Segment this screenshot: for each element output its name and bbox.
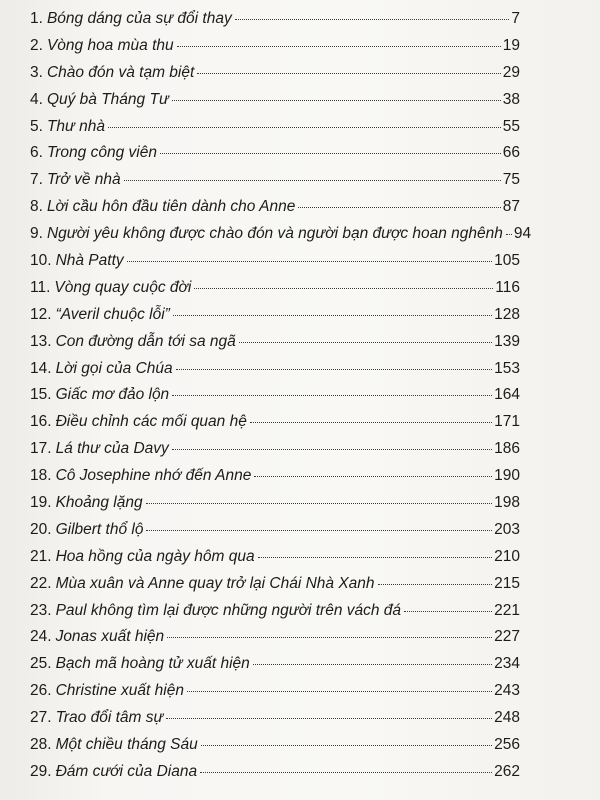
toc-entry-number: 6. [30, 144, 43, 162]
dot-leader [200, 772, 492, 773]
toc-entry-title: Mùa xuân và Anne quay trở lại Chái Nhà Xanh [55, 574, 375, 592]
dot-leader [166, 718, 492, 719]
toc-entry-page: 55 [502, 117, 520, 135]
toc-entry-title: Paul không tìm lại được những người trên vách đá [55, 601, 402, 619]
dot-leader [172, 449, 492, 450]
toc-entry-page: 139 [494, 332, 520, 350]
toc-entry [30, 64, 520, 91]
toc-entry-number: 8. [30, 198, 43, 216]
toc-entry-number: 9. [30, 225, 43, 243]
toc-entry [30, 225, 532, 252]
toc-entry-number: 13. [30, 332, 52, 350]
dot-leader [194, 288, 493, 289]
toc-entry-number: 3. [30, 63, 43, 81]
toc-entry-page: 94 [513, 225, 532, 243]
toc-entry [30, 306, 520, 333]
toc-entry-page: 243 [494, 682, 520, 700]
dot-leader [250, 422, 492, 423]
toc-entry-title: Lời cầu hôn đầu tiên dành cho Anne [46, 198, 296, 216]
dot-leader [378, 584, 493, 585]
toc-entry [30, 602, 520, 629]
toc-entry-number: 14. [30, 359, 52, 377]
toc-entry-page: 198 [494, 494, 520, 512]
dot-leader [124, 180, 501, 181]
toc-entry [30, 360, 520, 387]
toc-entry [30, 171, 520, 198]
toc-entry-title: Nhà Patty [55, 252, 124, 270]
toc-entry-title: Vòng hoa mùa thu [46, 36, 174, 54]
toc-entry [30, 628, 520, 655]
toc-entry-number: 1. [30, 10, 43, 27]
toc-entry-number: 27. [30, 709, 52, 727]
toc-entry-title: Quý bà Tháng Tư [46, 90, 169, 108]
toc-entry-page: 210 [494, 547, 520, 565]
dot-leader [167, 637, 492, 638]
toc-entry-title: Con đường dẫn tới sa ngã [55, 332, 236, 350]
toc-entry-number: 24. [30, 628, 52, 646]
toc-entry-page: 66 [502, 144, 520, 162]
toc-entry-page: 116 [495, 278, 520, 296]
toc-entry-page: 7 [511, 10, 520, 27]
toc-entry [30, 386, 520, 413]
toc-entry-number: 23. [30, 601, 52, 619]
toc-entry-page: 186 [494, 440, 520, 458]
toc-entry-title: Lá thư của Davy [55, 440, 169, 458]
toc-entry-title: Khoảng lặng [55, 494, 143, 512]
dot-leader [160, 153, 501, 154]
toc-entry-page: 105 [494, 252, 520, 270]
dot-leader [176, 369, 492, 370]
toc-entry-page: 87 [502, 198, 520, 216]
toc-entry [30, 413, 520, 440]
toc-entry-title: Trở về nhà [46, 171, 121, 189]
toc-entry-number: 17. [30, 440, 52, 458]
toc-entry-title: Trao đổi tâm sự [55, 709, 164, 727]
dot-leader [127, 261, 493, 262]
toc-entry-title: Bạch mã hoàng tử xuất hiện [55, 655, 250, 673]
toc-entry-number: 15. [30, 386, 52, 404]
dot-leader [108, 127, 501, 128]
toc-entry-title: Thư nhà [46, 117, 106, 135]
dot-leader [235, 19, 510, 20]
toc-entry-page: 248 [494, 709, 520, 727]
toc-entry-title: Đám cưới của Diana [55, 762, 198, 780]
dot-leader [197, 73, 500, 74]
toc-entry [30, 144, 520, 171]
toc-entry-number: 12. [30, 305, 52, 323]
dot-leader [172, 100, 501, 101]
toc-entry [30, 575, 520, 602]
dot-leader [187, 691, 492, 692]
dot-leader [239, 342, 492, 343]
toc-entry-title: Christine xuất hiện [55, 682, 184, 700]
dot-leader [172, 395, 492, 396]
toc-entry [30, 467, 520, 494]
dot-leader [146, 530, 492, 531]
toc-entry-page: 203 [494, 520, 520, 538]
dot-leader [298, 207, 500, 208]
toc-entry-page: 153 [494, 359, 520, 377]
toc-entry-page: 221 [494, 601, 520, 619]
toc-entry-title: Jonas xuất hiện [55, 628, 165, 646]
toc-entry-title: Lời gọi của Chúa [55, 359, 173, 377]
toc-entry [30, 709, 520, 736]
toc-entry-page: 215 [494, 574, 520, 592]
toc-entry [30, 91, 520, 118]
toc-entry-title: Chào đón và tạm biệt [46, 63, 195, 81]
toc-entry [30, 763, 520, 790]
toc-entry [30, 252, 520, 279]
toc-entry-number: 22. [30, 574, 52, 592]
toc-entry [30, 10, 520, 37]
toc-entry-page: 256 [494, 736, 520, 754]
toc-entry-number: 5. [30, 117, 43, 135]
dot-leader [201, 745, 492, 746]
toc-entry-page: 262 [494, 762, 520, 780]
toc-entry-page: 190 [494, 467, 520, 485]
toc-entry [30, 333, 520, 360]
toc-entry-title: Vòng quay cuộc đời [54, 278, 192, 296]
toc-entry-page: 38 [502, 90, 520, 108]
toc-entry-page: 19 [502, 36, 520, 54]
toc-entry-title: Một chiều tháng Sáu [55, 736, 198, 754]
toc-entry-title: Cô Josephine nhớ đến Anne [55, 467, 252, 485]
toc-entry-title: “Averil chuộc lỗi” [55, 305, 170, 323]
toc-entry [30, 521, 520, 548]
dot-leader [404, 611, 492, 612]
toc-entry-title: Gilbert thổ lộ [55, 520, 144, 538]
toc-entry-number: 11. [30, 278, 51, 296]
toc-entry-title: Người yêu không được chào đón và người bạn được hoan nghênh [46, 225, 503, 243]
toc-entry [30, 118, 520, 145]
toc-entry [30, 279, 520, 306]
toc-entry-title: Điều chỉnh các mối quan hệ [55, 413, 247, 431]
dot-leader [254, 476, 492, 477]
toc-entry-number: 2. [30, 36, 43, 54]
toc-entry-page: 128 [494, 305, 520, 323]
toc-entry [30, 198, 520, 225]
toc-entry-number: 21. [30, 547, 52, 565]
toc-entry-page: 227 [494, 628, 520, 646]
toc-entry-number: 16. [30, 413, 52, 431]
toc-entry [30, 440, 520, 467]
toc-entry [30, 494, 520, 521]
toc-entry-page: 29 [502, 63, 520, 81]
toc-entry-number: 29. [30, 762, 52, 780]
dot-leader [177, 46, 501, 47]
dot-leader [258, 557, 492, 558]
toc-entry-number: 25. [30, 655, 52, 673]
toc-entry-title: Bóng dáng của sự đổi thay [46, 10, 232, 27]
toc-entry-title: Giấc mơ đảo lộn [55, 386, 170, 404]
toc-entry [30, 37, 520, 64]
toc-entry-number: 4. [30, 90, 43, 108]
toc-entry-number: 20. [30, 520, 52, 538]
toc-entry-title: Trong công viên [46, 144, 157, 162]
toc-entry-page: 164 [494, 386, 520, 404]
dot-leader [146, 503, 493, 504]
toc-entry-number: 18. [30, 467, 52, 485]
toc-entry [30, 548, 520, 575]
toc-entry-page: 234 [494, 655, 520, 673]
dot-leader [506, 234, 512, 235]
toc-entry-number: 19. [30, 494, 52, 512]
toc-entry-number: 7. [30, 171, 43, 189]
dot-leader [173, 315, 492, 316]
toc-entry-number: 26. [30, 682, 52, 700]
toc-entry-number: 10. [30, 252, 52, 270]
toc-entry-page: 171 [494, 413, 520, 431]
toc-entry [30, 682, 520, 709]
toc-entry-title: Hoa hồng của ngày hôm qua [55, 547, 255, 565]
toc-entry-number: 28. [30, 736, 52, 754]
table-of-contents [30, 10, 532, 790]
toc-entry [30, 655, 520, 682]
toc-entry [30, 736, 520, 763]
toc-entry-page: 75 [502, 171, 520, 189]
dot-leader [253, 664, 492, 665]
